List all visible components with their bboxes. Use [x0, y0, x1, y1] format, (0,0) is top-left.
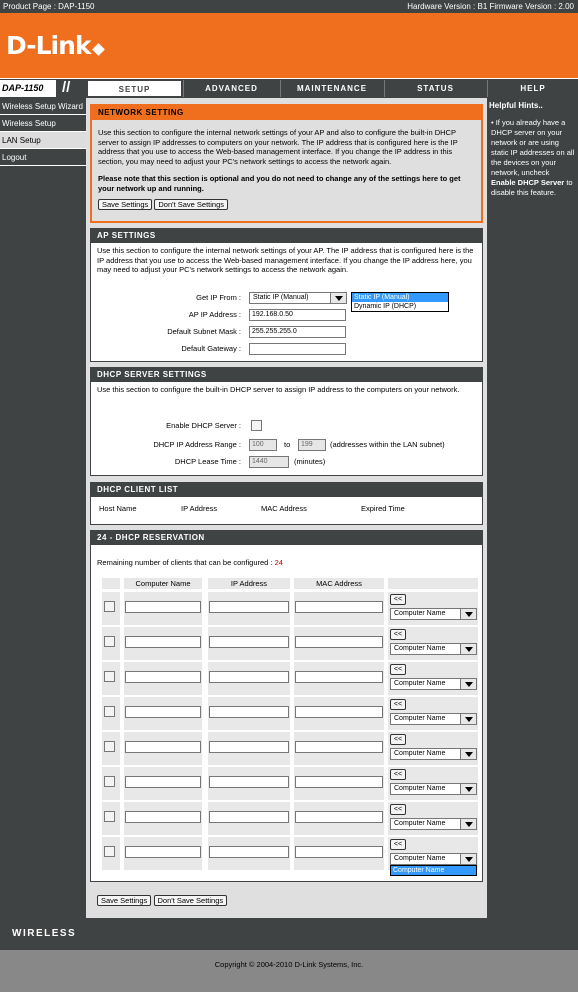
- brand-banner: [0, 13, 578, 79]
- dhcp-range-to-input[interactable]: 199: [298, 439, 326, 451]
- reservation-computer-name-input[interactable]: [125, 811, 201, 823]
- top-info-bar: [0, 0, 578, 13]
- reservation-computer-name-input[interactable]: [125, 601, 201, 613]
- footer-bar: [0, 918, 578, 950]
- reservation-enable-checkbox[interactable]: [104, 846, 115, 857]
- dhcp-server-section: [90, 367, 483, 476]
- client-col-host: Host Name: [99, 504, 137, 513]
- copyright-bar: [0, 950, 578, 992]
- copy-to-fields-button[interactable]: <<: [390, 629, 406, 640]
- helpful-hints-panel: [487, 98, 578, 918]
- copy-to-fields-button[interactable]: <<: [390, 769, 406, 780]
- tab-status[interactable]: STATUS: [384, 80, 486, 97]
- divider-slashes-icon: //: [62, 79, 71, 96]
- copyright-text: Copyright © 2004-2010 D-Link Systems, Inc.: [214, 960, 364, 969]
- range-note: (addresses within the LAN subnet): [330, 440, 445, 449]
- reservation-mac-input[interactable]: [295, 811, 383, 823]
- tab-setup[interactable]: SETUP: [87, 80, 182, 97]
- dhcp-range-from-input[interactable]: 100: [249, 439, 277, 451]
- client-col-expired: Expired Time: [361, 504, 405, 513]
- hints-bold: Enable DHCP Server: [491, 178, 565, 187]
- ap-ip-label: AP IP Address :: [188, 310, 241, 319]
- computer-name-dropdown-list: [390, 865, 477, 876]
- reservation-mac-input[interactable]: [295, 776, 383, 788]
- reservation-ip-input[interactable]: [209, 741, 289, 753]
- reservation-header-cell: [387, 577, 479, 590]
- ap-settings-section: [90, 228, 483, 362]
- get-ip-option-static[interactable]: Static IP (Manual): [352, 293, 448, 302]
- ap-settings-title: AP SETTINGS: [91, 229, 482, 243]
- reservation-mac-input[interactable]: [295, 706, 383, 718]
- reservation-col-computer-name: Computer Name: [135, 579, 191, 588]
- get-ip-dropdown-list: [351, 292, 449, 312]
- reservation-mac-input[interactable]: [295, 671, 383, 683]
- computer-name-select[interactable]: Computer Name: [390, 818, 477, 830]
- product-page-label: Product Page : DAP-1150: [3, 2, 95, 11]
- client-col-mac: MAC Address: [261, 504, 307, 513]
- reservation-enable-checkbox[interactable]: [104, 741, 115, 752]
- tab-help[interactable]: HELP: [487, 80, 578, 97]
- chevron-down-icon: [460, 714, 476, 724]
- chevron-down-icon: [460, 784, 476, 794]
- reservation-enable-checkbox[interactable]: [104, 776, 115, 787]
- get-ip-select[interactable]: Static IP (Manual): [249, 292, 347, 304]
- reservation-ip-input[interactable]: [209, 601, 289, 613]
- sidebar: [0, 98, 86, 918]
- copy-to-fields-button[interactable]: <<: [390, 839, 406, 850]
- network-setting-title: NETWORK SETTING: [92, 106, 481, 120]
- network-setting-note: Please note that this section is optional and you do not need to change any of the settings here to get your network up and running.: [98, 174, 461, 193]
- tab-advanced[interactable]: ADVANCED: [183, 80, 279, 97]
- network-setting-section: [90, 104, 483, 223]
- sidebar-item-logout[interactable]: Logout: [0, 149, 86, 166]
- sidebar-item-lan-setup[interactable]: LAN Setup: [0, 132, 86, 149]
- enable-dhcp-checkbox[interactable]: [251, 420, 262, 431]
- gateway-input[interactable]: [249, 343, 346, 355]
- reservation-col-mac: MAC Address: [316, 579, 362, 588]
- dhcp-server-title: DHCP SERVER SETTINGS: [91, 368, 482, 382]
- reservation-computer-name-input[interactable]: [125, 741, 201, 753]
- hints-title: Helpful Hints..: [489, 101, 543, 110]
- computer-name-select[interactable]: Computer Name: [390, 608, 477, 620]
- lease-time-label: DHCP Lease Time :: [174, 457, 241, 466]
- reservation-mac-input[interactable]: [295, 846, 383, 858]
- computer-name-select[interactable]: Computer Name: [390, 783, 477, 795]
- lease-unit: (minutes): [294, 457, 326, 466]
- computer-name-select[interactable]: Computer Name: [390, 853, 477, 865]
- reservation-enable-checkbox[interactable]: [104, 636, 115, 647]
- subnet-mask-label: Default Subnet Mask :: [167, 327, 241, 336]
- reservation-computer-name-input[interactable]: [125, 846, 201, 858]
- reservation-enable-checkbox[interactable]: [104, 706, 115, 717]
- version-label: Hardware Version : B1 Firmware Version : 2.00: [407, 2, 574, 11]
- logo-dot-icon: [92, 43, 105, 56]
- reservation-mac-input[interactable]: [295, 636, 383, 648]
- client-col-ip: IP Address: [181, 504, 218, 513]
- reservation-enable-checkbox[interactable]: [104, 601, 115, 612]
- dont-save-settings-button-top[interactable]: Don't Save Settings: [154, 199, 228, 210]
- lease-time-input[interactable]: 1440: [249, 456, 289, 468]
- reservation-ip-input[interactable]: [209, 671, 289, 683]
- enable-dhcp-label: Enable DHCP Server :: [166, 421, 241, 430]
- chevron-down-icon: [460, 749, 476, 759]
- tab-maintenance[interactable]: MAINTENANCE: [280, 80, 383, 97]
- main-content: [86, 98, 487, 918]
- remaining-clients-count: 24: [274, 558, 283, 567]
- wireless-wordmark: WIRELESS: [12, 928, 77, 939]
- computer-name-select[interactable]: Computer Name: [390, 678, 477, 690]
- dhcp-range-label: DHCP IP Address Range :: [153, 440, 241, 449]
- computer-name-select[interactable]: Computer Name: [390, 643, 477, 655]
- reservation-enable-checkbox[interactable]: [104, 671, 115, 682]
- copy-to-fields-button[interactable]: <<: [390, 594, 406, 605]
- reservation-ip-input[interactable]: [209, 811, 289, 823]
- chevron-down-icon: [460, 854, 476, 864]
- save-settings-button-bottom[interactable]: Save Settings: [97, 895, 151, 906]
- sidebar-item-wireless-setup-wizard[interactable]: Wireless Setup Wizard: [0, 98, 86, 115]
- dhcp-client-list-title: DHCP CLIENT LIST: [91, 483, 482, 497]
- save-settings-button-top[interactable]: Save Settings: [98, 199, 152, 210]
- chevron-down-icon: [460, 819, 476, 829]
- dhcp-server-desc: Use this section to configure the built-in DHCP server to assign IP address to the computers on your network.: [97, 385, 460, 394]
- copy-to-fields-button[interactable]: <<: [390, 804, 406, 815]
- network-setting-desc: Use this section to configure the internal network settings of your AP and also to configure the built-in DHCP server to assign IP addresses to computers on your network. The IP address that is configured here is the IP address that you use to access the Web-based management interface. If you change the IP address in this section, you may need to adjust your PC's network settings to access the network again.: [98, 128, 458, 166]
- reservation-enable-checkbox[interactable]: [104, 811, 115, 822]
- chevron-down-icon: [330, 293, 346, 303]
- dlink-logo: D-Link: [6, 31, 103, 60]
- remaining-clients-text: Remaining number of clients that can be configured : 24: [97, 558, 283, 567]
- reservation-mac-input[interactable]: [295, 601, 383, 613]
- chevron-down-icon: [460, 609, 476, 619]
- dhcp-client-list-section: [90, 482, 483, 525]
- gateway-label: Default Gateway :: [181, 344, 241, 353]
- sidebar-item-wireless-setup[interactable]: Wireless Setup: [0, 115, 86, 132]
- ap-ip-input[interactable]: 192.168.0.50: [249, 309, 346, 321]
- get-ip-label: Get IP From :: [196, 293, 241, 302]
- copy-to-fields-button[interactable]: <<: [390, 734, 406, 745]
- reservation-computer-name-input[interactable]: [125, 671, 201, 683]
- dhcp-reservation-section: [90, 530, 483, 882]
- computer-name-select[interactable]: Computer Name: [390, 748, 477, 760]
- computer-name-option[interactable]: Computer Name: [391, 866, 476, 875]
- subnet-mask-input[interactable]: 255.255.255.0: [249, 326, 346, 338]
- reservation-ip-input[interactable]: [209, 706, 289, 718]
- reservation-ip-input[interactable]: [209, 776, 289, 788]
- dhcp-reservation-title: 24 - DHCP RESERVATION: [91, 531, 482, 545]
- dont-save-settings-button-bottom[interactable]: Don't Save Settings: [154, 895, 228, 906]
- copy-to-fields-button[interactable]: <<: [390, 664, 406, 675]
- reservation-computer-name-input[interactable]: [125, 636, 201, 648]
- hints-text: • If you already have a DHCP server on your network or are using static IP addresses on all the devices on your network, uncheck Enable DHCP Server to disable this feature.: [491, 118, 575, 197]
- chevron-down-icon: [460, 644, 476, 654]
- reservation-col-ip: IP Address: [230, 579, 268, 588]
- range-to-label: to: [284, 440, 291, 449]
- get-ip-option-dynamic[interactable]: Dynamic IP (DHCP): [354, 303, 417, 310]
- copy-to-fields-button[interactable]: <<: [390, 699, 406, 710]
- reservation-ip-input[interactable]: [209, 636, 289, 648]
- model-label: DAP-1150: [0, 80, 56, 97]
- computer-name-select[interactable]: Computer Name: [390, 713, 477, 725]
- reservation-header-cell: [101, 577, 121, 590]
- ap-settings-desc: Use this section to configure the internal network settings of your AP. The IP address that is configured here is the IP address that you use to access the Web-based management interface. If you change the IP address here, you may need to adjust your PC's network settings to access the network again.: [97, 246, 474, 274]
- reservation-ip-input[interactable]: [209, 846, 289, 858]
- reservation-computer-name-input[interactable]: [125, 776, 201, 788]
- chevron-down-icon: [460, 679, 476, 689]
- main-tab-bar: [0, 79, 578, 98]
- reservation-computer-name-input[interactable]: [125, 706, 201, 718]
- reservation-mac-input[interactable]: [295, 741, 383, 753]
